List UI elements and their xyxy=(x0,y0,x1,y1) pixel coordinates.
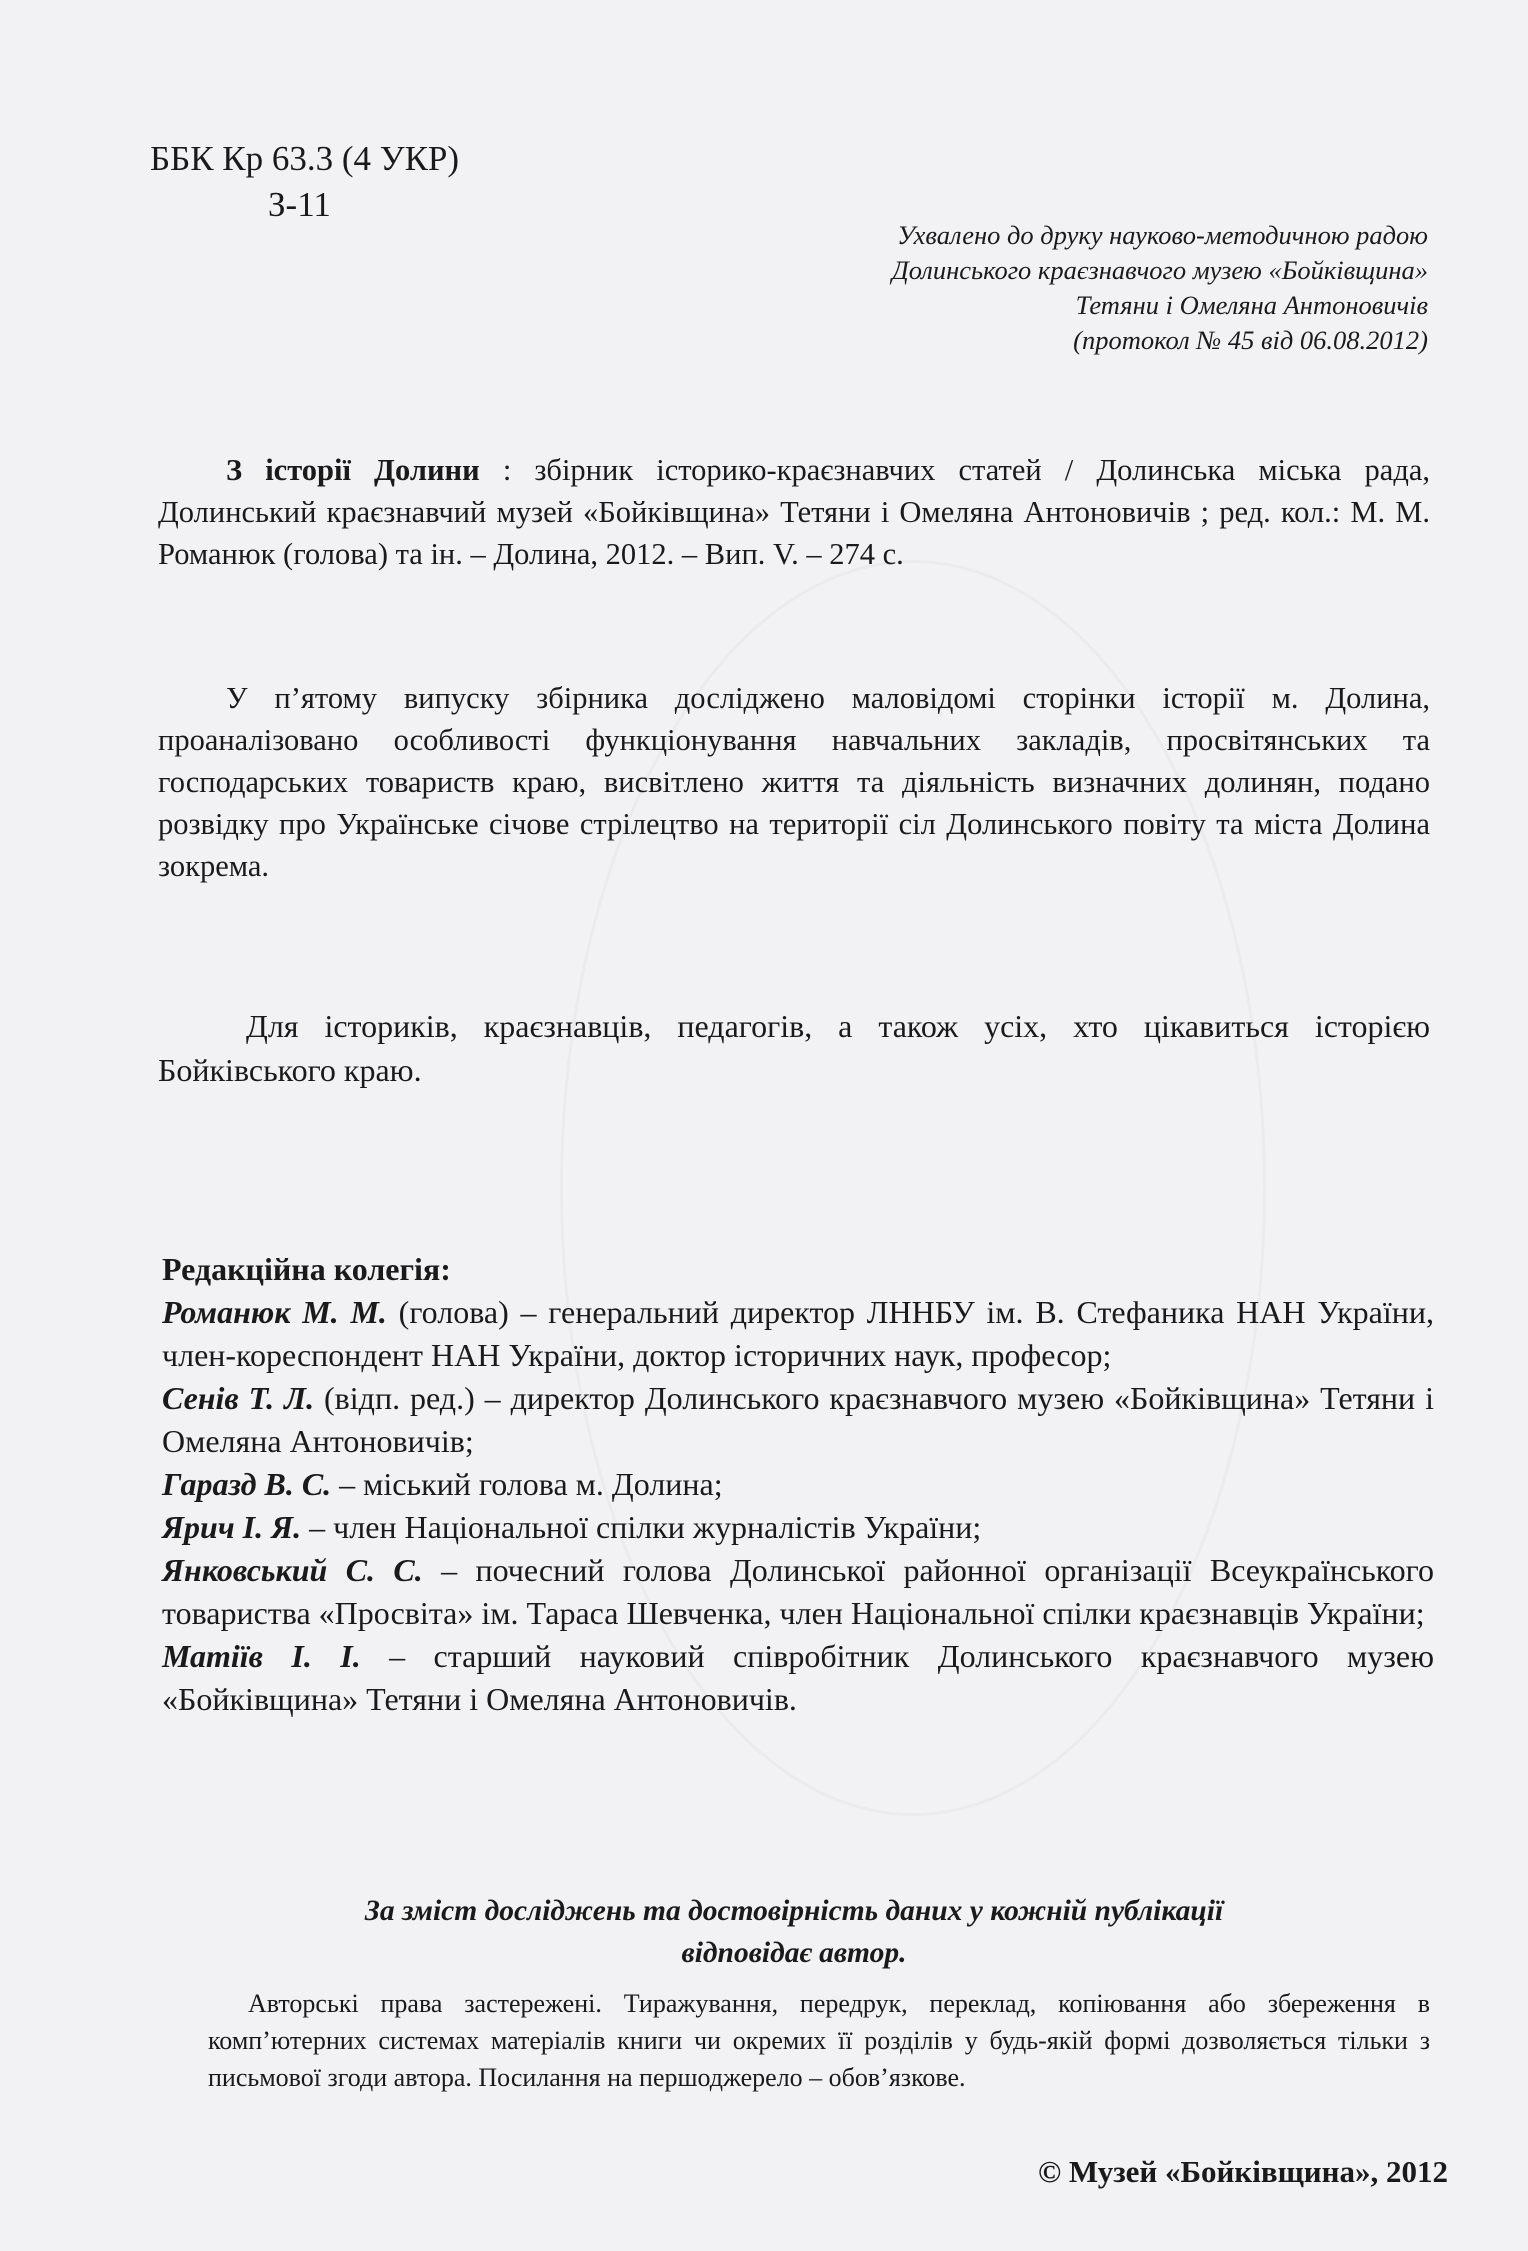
member-name: Матіїв І. І. xyxy=(162,1638,361,1674)
member-name: Сенів Т. Л. xyxy=(162,1380,315,1416)
bbk-code: ББК Кр 63.3 (4 УКР) xyxy=(150,139,460,178)
board-member xyxy=(162,1635,1434,1721)
member-role: – старший науковий співробітник Долинського краєзнавчого музею «Бойківщина» Тетяни і Омеляна Антоновичів. xyxy=(162,1638,1435,1717)
approval-note xyxy=(668,218,1428,358)
copyright-line: © Музей «Бойківщина», 2012 xyxy=(1037,2154,1448,2189)
target-audience: Для істориків, краєзнавців, педагогів, а також усіх, хто цікавиться історією Бойківського краю. xyxy=(158,1008,1430,1088)
book-title: З історії Долини xyxy=(226,453,480,487)
board-member xyxy=(162,1377,1434,1463)
member-role: – міський голова м. Долина; xyxy=(331,1466,723,1502)
responsibility-line-1: За зміст досліджень та достовірність даних у кожній публікації xyxy=(364,1895,1224,1927)
editorial-board xyxy=(162,1248,1434,1721)
member-name: Янковський С. С. xyxy=(162,1552,423,1588)
responsibility-line-2: відповідає автор. xyxy=(681,1937,907,1969)
member-role: – почесний голова Долинської районної організації Всеукраїнського товариства «Просвіта» ім. Тараса Шевченка, член Національної спілки краєзнавців України; xyxy=(162,1552,1435,1631)
author-responsibility-note xyxy=(158,1890,1430,1974)
copyright-notice: Авторські права застережені. Тиражування, передрук, переклад, копіювання або збереження в комп’ютерних системах матеріалів книги чи окремих її розділів у будь-якій формі дозволяється тільки з письмової згоди автора. Посилання на першоджерело – обов’язкове. xyxy=(208,1989,1430,2092)
member-name: Романюк М. М. xyxy=(162,1294,387,1330)
approval-line-2: Долинського краєзнавчого музею «Бойківщина» xyxy=(891,255,1428,285)
approval-line-1: Ухвалено до друку науково-методичною радою xyxy=(897,220,1428,250)
citation-details: : збірник історико-краєзнавчих статей / Долинська міська рада, Долинський краєзнавчий музей «Бойківщина» Тетяни і Омеляна Антоновичів ; ред. кол.: М. М. Романюк (голова) та ін. – Долина, 2012. – Вип. V. – 274 с. xyxy=(158,453,1431,571)
board-member xyxy=(162,1506,1434,1549)
board-member xyxy=(162,1291,1434,1377)
board-member xyxy=(162,1549,1434,1635)
member-name: Гаразд В. С. xyxy=(162,1466,332,1502)
member-role: (голова) – генеральний директор ЛННБУ ім. В. Стефаника НАН України, член-кореспондент НАН України, доктор історичних наук, професор; xyxy=(162,1294,1435,1373)
approval-line-4: (протокол № 45 від 06.08.2012) xyxy=(1073,325,1428,355)
member-role: – член Національної спілки журналістів України; xyxy=(301,1509,982,1545)
board-member xyxy=(162,1463,1434,1506)
member-role: (відп. ред.) – директор Долинського краєзнавчого музею «Бойківщина» Тетяни і Омеляна Антоновичів; xyxy=(162,1380,1435,1459)
annotation-summary: У п’ятому випуску збірника досліджено маловідомі сторінки історії м. Долина, проаналізовано особливості функціонування навчальних закладів, просвітянських та господарських товариств краю, висвітлено життя та діяльність визначних долинян, подано розвідку про Українське січове стрілецтво на території сіл Долинського повіту та міста Долина зокрема. xyxy=(158,681,1430,883)
approval-line-3: Тетяни і Омеляна Антоновичів xyxy=(1075,290,1428,320)
editorial-board-title: Редакційна колегія: xyxy=(162,1251,451,1287)
member-name: Ярич І. Я. xyxy=(162,1509,302,1545)
bibliographic-citation xyxy=(158,449,1430,575)
bbk-classification xyxy=(150,136,459,228)
author-mark: З-11 xyxy=(268,185,331,224)
